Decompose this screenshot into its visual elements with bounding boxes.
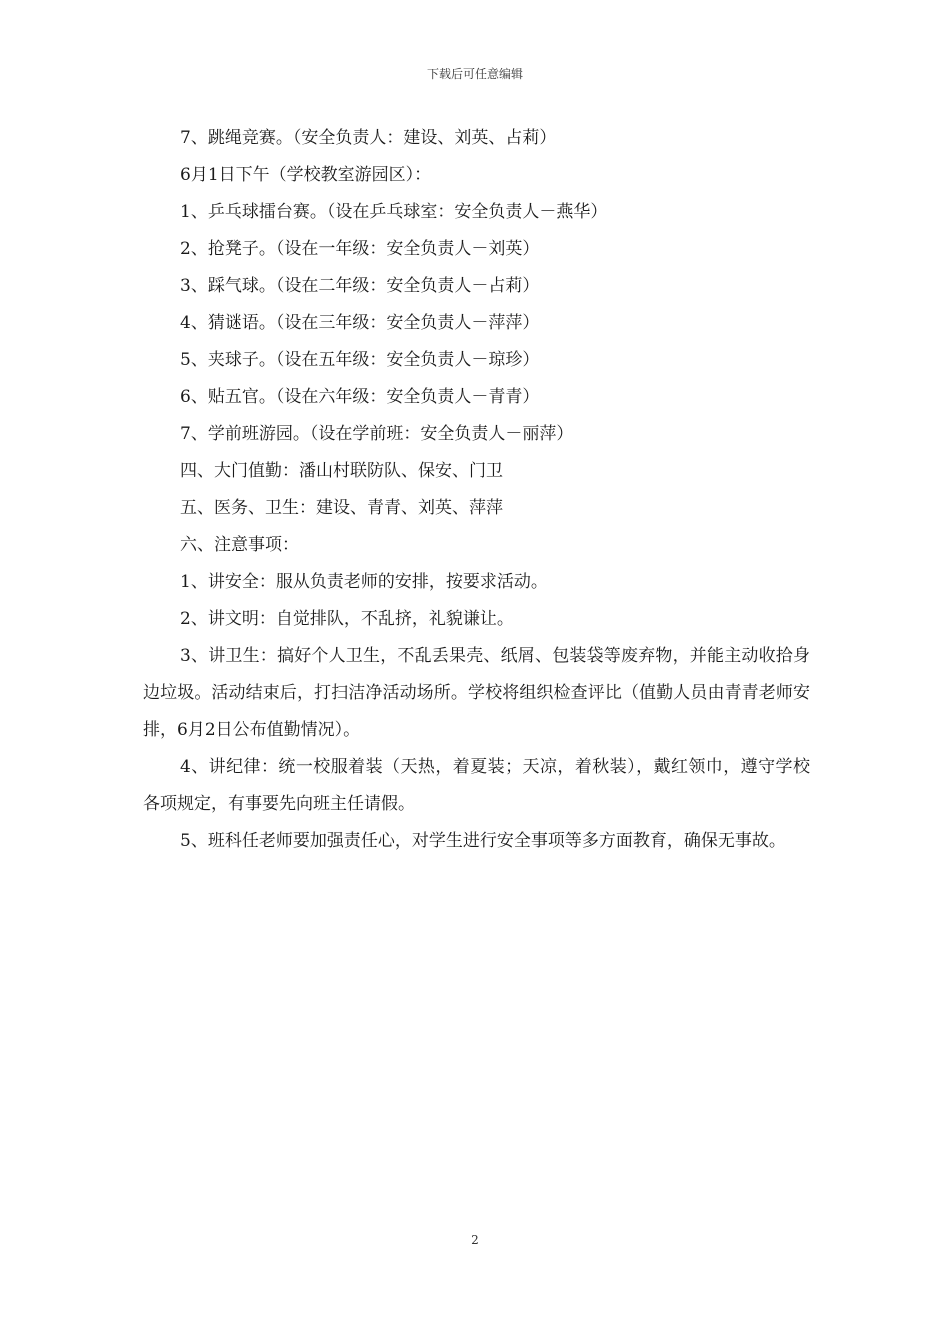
- paragraph-note-safety: 1、讲安全：服从负责老师的安排，按要求活动。: [180, 572, 548, 592]
- paragraph-preschool-games: 7、学前班游园。（设在学前班：安全负责人－丽萍）: [180, 424, 574, 444]
- paragraph-note-teachers: 5、班科任老师要加强责任心，对学生进行安全事项等多方面教育，确保无事故。: [180, 831, 786, 851]
- paragraph-afternoon-heading: 6月1日下午（学校教室游园区）：: [180, 165, 432, 185]
- paragraph-gate-duty: 四、大门值勤：潘山村联防队、保安、门卫: [180, 461, 503, 481]
- paragraph-note-civility: 2、讲文明：自觉排队，不乱挤，礼貌谦让。: [180, 609, 514, 629]
- paragraph-note-discipline: 4、讲纪律：统一校服着装（天热，着夏装；天凉，着秋装），戴红领巾，遵守学校各项规定，有事要先向班主任请假。: [143, 757, 810, 814]
- paragraph-table-tennis: 1、乒乓球擂台赛。（设在乒乓球室：安全负责人－燕华）: [180, 202, 608, 222]
- paragraph-musical-chairs: 2、抢凳子。（设在一年级：安全负责人－刘英）: [180, 239, 540, 259]
- paragraph-balloon-stomp: 3、踩气球。（设在二年级：安全负责人－占莉）: [180, 276, 540, 296]
- paragraph-facial-features: 6、贴五官。（设在六年级：安全负责人－青青）: [180, 387, 540, 407]
- paragraph-medical-hygiene: 五、医务、卫生：建设、青青、刘英、萍萍: [180, 498, 503, 518]
- paragraph-riddles: 4、猜谜语。（设在三年级：安全负责人－萍萍）: [180, 313, 540, 333]
- page-number: 2: [471, 1233, 479, 1247]
- paragraph-rope-skipping: 7、跳绳竞赛。（安全负责人：建设、刘英、占莉）: [180, 128, 557, 148]
- paragraph-notes-heading: 六、注意事项：: [180, 535, 299, 555]
- paragraph-ball-pinch: 5、夹球子。（设在五年级：安全负责人－琼珍）: [180, 350, 540, 370]
- page-header: 下载后可任意编辑: [426, 67, 523, 81]
- paragraph-note-hygiene: 3、讲卫生：搞好个人卫生，不乱丢果壳、纸屑、包装袋等废弃物，并能主动收拾身边垃圾。活动结束后，打扫洁净活动场所。学校将组织检查评比（值勤人员由青青老师安排，6月2日公布值勤情况）。: [143, 646, 810, 740]
- document-body: [143, 120, 810, 860]
